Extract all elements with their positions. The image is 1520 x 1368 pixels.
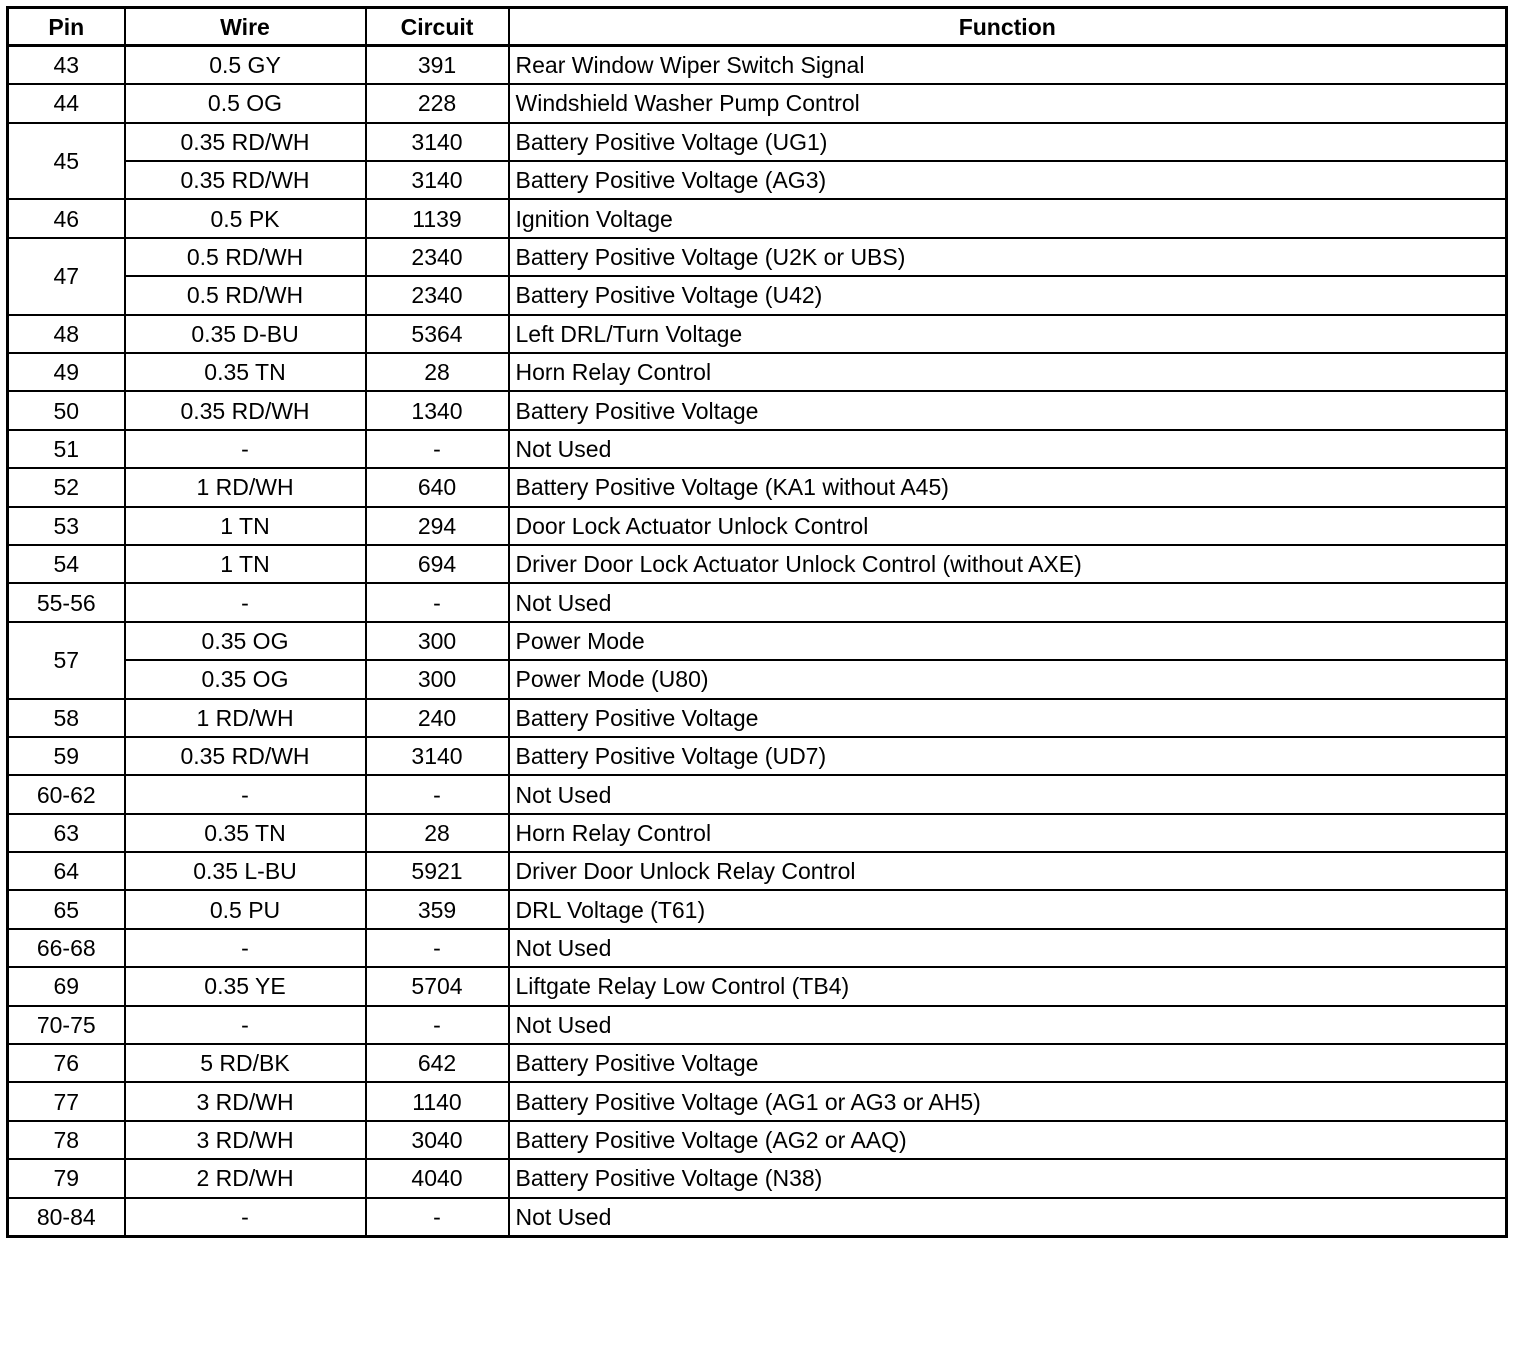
circuit-cell: 2340 — [366, 238, 509, 276]
table-row — [8, 814, 1507, 852]
wire-cell: 5 RD/BK — [125, 1044, 366, 1082]
circuit-cell: - — [366, 430, 509, 468]
wire-cell: 3 RD/WH — [125, 1082, 366, 1120]
table-row — [8, 775, 1507, 813]
table-row — [8, 84, 1507, 122]
circuit-cell: 4040 — [366, 1159, 509, 1197]
pin-cell: 48 — [8, 315, 125, 353]
function-cell: Battery Positive Voltage (KA1 without A45) — [509, 468, 1507, 506]
table-row — [8, 199, 1507, 237]
function-cell: Battery Positive Voltage (UD7) — [509, 737, 1507, 775]
pin-cell: 54 — [8, 545, 125, 583]
pin-cell: 78 — [8, 1121, 125, 1159]
wire-cell: 0.5 GY — [125, 46, 366, 84]
circuit-cell: - — [366, 1198, 509, 1236]
circuit-cell: - — [366, 775, 509, 813]
circuit-cell: 1139 — [366, 199, 509, 237]
circuit-cell: 5364 — [366, 315, 509, 353]
wire-cell: 1 RD/WH — [125, 468, 366, 506]
function-cell: Battery Positive Voltage (AG1 or AG3 or AH5) — [509, 1082, 1507, 1120]
circuit-cell: 694 — [366, 545, 509, 583]
circuit-cell: 640 — [366, 468, 509, 506]
circuit-cell: 3140 — [366, 161, 509, 199]
circuit-cell: - — [366, 929, 509, 967]
pin-cell: 47 — [8, 238, 125, 315]
function-cell: Ignition Voltage — [509, 199, 1507, 237]
table-row — [8, 660, 1507, 698]
table-row — [8, 699, 1507, 737]
wire-cell: 0.5 PU — [125, 890, 366, 928]
pin-cell: 50 — [8, 391, 125, 429]
pin-cell: 76 — [8, 1044, 125, 1082]
wire-cell: 0.5 RD/WH — [125, 238, 366, 276]
circuit-cell: 642 — [366, 1044, 509, 1082]
wire-cell: - — [125, 1006, 366, 1044]
function-cell: Battery Positive Voltage — [509, 1044, 1507, 1082]
pin-cell: 70-75 — [8, 1006, 125, 1044]
pin-cell: 59 — [8, 737, 125, 775]
function-cell: Door Lock Actuator Unlock Control — [509, 507, 1507, 545]
function-cell: Left DRL/Turn Voltage — [509, 315, 1507, 353]
wire-cell: 0.35 OG — [125, 622, 366, 660]
circuit-cell: 1140 — [366, 1082, 509, 1120]
table-row — [8, 161, 1507, 199]
pin-cell: 53 — [8, 507, 125, 545]
header-row — [8, 8, 1507, 46]
circuit-cell: 5704 — [366, 967, 509, 1005]
wire-cell: 1 TN — [125, 507, 366, 545]
function-cell: Battery Positive Voltage (N38) — [509, 1159, 1507, 1197]
circuit-cell: 3140 — [366, 737, 509, 775]
table-row — [8, 852, 1507, 890]
function-cell: Windshield Washer Pump Control — [509, 84, 1507, 122]
wire-cell: 0.35 L-BU — [125, 852, 366, 890]
wire-cell: 0.35 OG — [125, 660, 366, 698]
table-row — [8, 890, 1507, 928]
circuit-cell: 3040 — [366, 1121, 509, 1159]
table-row — [8, 123, 1507, 161]
wire-cell: - — [125, 583, 366, 621]
pin-cell: 57 — [8, 622, 125, 699]
circuit-cell: 294 — [366, 507, 509, 545]
function-cell: Not Used — [509, 929, 1507, 967]
pin-cell: 46 — [8, 199, 125, 237]
circuit-cell: 1340 — [366, 391, 509, 429]
function-cell: Battery Positive Voltage (AG2 or AAQ) — [509, 1121, 1507, 1159]
table-row — [8, 1121, 1507, 1159]
table-row — [8, 1044, 1507, 1082]
circuit-cell: 359 — [366, 890, 509, 928]
table-row — [8, 737, 1507, 775]
header-pin: Pin — [8, 8, 125, 46]
wire-cell: 1 TN — [125, 545, 366, 583]
function-cell: Not Used — [509, 583, 1507, 621]
connector-pinout-table — [6, 6, 1508, 1238]
pin-cell: 43 — [8, 46, 125, 84]
wire-cell: 3 RD/WH — [125, 1121, 366, 1159]
pin-cell: 65 — [8, 890, 125, 928]
circuit-cell: 240 — [366, 699, 509, 737]
wire-cell: - — [125, 929, 366, 967]
pin-cell: 52 — [8, 468, 125, 506]
table-row — [8, 1006, 1507, 1044]
table-row — [8, 391, 1507, 429]
wire-cell: 0.5 PK — [125, 199, 366, 237]
wire-cell: 0.35 TN — [125, 814, 366, 852]
table-row — [8, 967, 1507, 1005]
pin-cell: 51 — [8, 430, 125, 468]
pin-cell: 77 — [8, 1082, 125, 1120]
circuit-cell: 391 — [366, 46, 509, 84]
pin-cell: 64 — [8, 852, 125, 890]
function-cell: Horn Relay Control — [509, 353, 1507, 391]
pin-cell: 80-84 — [8, 1198, 125, 1236]
table-row — [8, 545, 1507, 583]
function-cell: Horn Relay Control — [509, 814, 1507, 852]
circuit-cell: 5921 — [366, 852, 509, 890]
table-row — [8, 1082, 1507, 1120]
function-cell: Battery Positive Voltage — [509, 699, 1507, 737]
header-function: Function — [509, 8, 1507, 46]
table-row — [8, 507, 1507, 545]
wire-cell: 0.35 RD/WH — [125, 161, 366, 199]
function-cell: Not Used — [509, 775, 1507, 813]
function-cell: Not Used — [509, 1006, 1507, 1044]
circuit-cell: 28 — [366, 814, 509, 852]
circuit-cell: 3140 — [366, 123, 509, 161]
pin-cell: 45 — [8, 123, 125, 200]
wire-cell: 0.5 OG — [125, 84, 366, 122]
wire-cell: 1 RD/WH — [125, 699, 366, 737]
table-row — [8, 929, 1507, 967]
function-cell: Not Used — [509, 1198, 1507, 1236]
circuit-cell: - — [366, 1006, 509, 1044]
table-row — [8, 315, 1507, 353]
table-row — [8, 1198, 1507, 1236]
pin-cell: 63 — [8, 814, 125, 852]
function-cell: Battery Positive Voltage (U2K or UBS) — [509, 238, 1507, 276]
circuit-cell: 228 — [366, 84, 509, 122]
circuit-cell: 2340 — [366, 276, 509, 314]
table-row — [8, 46, 1507, 84]
table-header — [8, 8, 1507, 46]
header-wire: Wire — [125, 8, 366, 46]
pin-cell: 49 — [8, 353, 125, 391]
wire-cell: - — [125, 1198, 366, 1236]
function-cell: Battery Positive Voltage (AG3) — [509, 161, 1507, 199]
function-cell: Rear Window Wiper Switch Signal — [509, 46, 1507, 84]
pin-cell: 55-56 — [8, 583, 125, 621]
circuit-cell: 28 — [366, 353, 509, 391]
function-cell: Driver Door Unlock Relay Control — [509, 852, 1507, 890]
function-cell: Battery Positive Voltage — [509, 391, 1507, 429]
function-cell: Driver Door Lock Actuator Unlock Control (without AXE) — [509, 545, 1507, 583]
wire-cell: 0.5 RD/WH — [125, 276, 366, 314]
table-row — [8, 353, 1507, 391]
table-row — [8, 276, 1507, 314]
wire-cell: 0.35 RD/WH — [125, 737, 366, 775]
wire-cell: 0.35 TN — [125, 353, 366, 391]
table-row — [8, 622, 1507, 660]
wire-cell: 0.35 D-BU — [125, 315, 366, 353]
header-circuit: Circuit — [366, 8, 509, 46]
pin-cell: 44 — [8, 84, 125, 122]
pin-cell: 60-62 — [8, 775, 125, 813]
function-cell: Not Used — [509, 430, 1507, 468]
function-cell: Power Mode (U80) — [509, 660, 1507, 698]
wire-cell: 2 RD/WH — [125, 1159, 366, 1197]
circuit-cell: 300 — [366, 660, 509, 698]
table-row — [8, 583, 1507, 621]
circuit-cell: 300 — [366, 622, 509, 660]
pin-cell: 58 — [8, 699, 125, 737]
pin-cell: 79 — [8, 1159, 125, 1197]
pin-cell: 69 — [8, 967, 125, 1005]
table-row — [8, 1159, 1507, 1197]
function-cell: Battery Positive Voltage (UG1) — [509, 123, 1507, 161]
wire-cell: 0.35 RD/WH — [125, 391, 366, 429]
table-row — [8, 238, 1507, 276]
wire-cell: - — [125, 430, 366, 468]
function-cell: Battery Positive Voltage (U42) — [509, 276, 1507, 314]
function-cell: Power Mode — [509, 622, 1507, 660]
wire-cell: - — [125, 775, 366, 813]
function-cell: DRL Voltage (T61) — [509, 890, 1507, 928]
function-cell: Liftgate Relay Low Control (TB4) — [509, 967, 1507, 1005]
wire-cell: 0.35 RD/WH — [125, 123, 366, 161]
table-row — [8, 430, 1507, 468]
table-body — [8, 46, 1507, 1236]
table-row — [8, 468, 1507, 506]
wire-cell: 0.35 YE — [125, 967, 366, 1005]
circuit-cell: - — [366, 583, 509, 621]
pin-cell: 66-68 — [8, 929, 125, 967]
